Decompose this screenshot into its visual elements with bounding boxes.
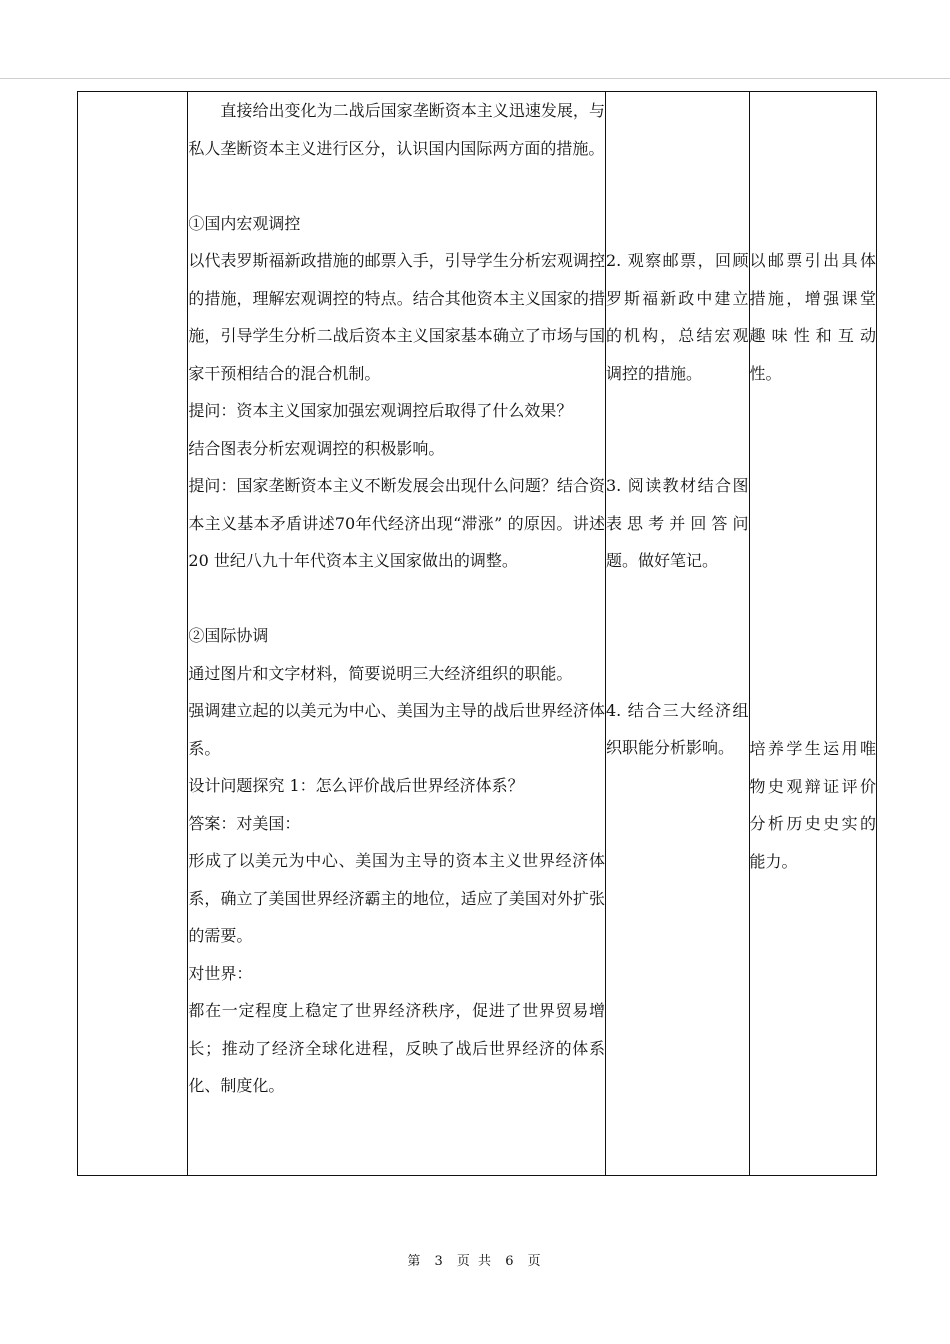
student-activity-cell bbox=[605, 92, 749, 1176]
design-intent-1: 以邮票引出具体措施，增强课堂趣味性和互动性。 bbox=[749, 251, 876, 383]
section1-paragraph2: 结合图表分析宏观调控的积极影响。 bbox=[188, 438, 445, 458]
section2-paragraph2: 强调建立起的以美元为中心、美国为主导的战后世界经济体系。 bbox=[188, 701, 605, 758]
stage-cell bbox=[78, 92, 188, 1176]
footer-page-number: 3 bbox=[434, 1254, 445, 1269]
design-intent-cell bbox=[749, 92, 877, 1176]
footer-middle: 页 共 bbox=[456, 1254, 494, 1269]
footer-prefix: 第 bbox=[407, 1254, 423, 1269]
design-intent-2: 培养学生运用唯物史观辩证评价分析历史史实的能力。 bbox=[749, 739, 876, 871]
lesson-plan-table bbox=[77, 91, 877, 1176]
teacher-activity-cell bbox=[188, 92, 606, 1176]
section2-paragraph1: 通过图片和文字材料，简要说明三大经济组织的职能。 bbox=[188, 663, 573, 683]
section1-question2: 提问：国家垄断资本主义不断发展会出现什么问题？结合资本主义基本矛盾讲述70年代经济出现“滞涨” 的原因。讲述 20 世纪八九十年代资本主义国家做出的调整。 bbox=[188, 476, 605, 570]
answer-label: 答案：对美国： bbox=[188, 813, 301, 833]
section2-question: 设计问题探究 1：怎么评价战后世界经济体系？ bbox=[188, 776, 524, 795]
header-rule bbox=[0, 78, 950, 79]
student-activity-4: 4. 结合三大经济组织职能分析影响。 bbox=[605, 700, 749, 757]
footer-suffix: 页 bbox=[527, 1254, 543, 1269]
answer-world: 都在一定程度上稳定了世界经济秩序，促进了世界贸易增长；推动了经济全球化进程，反映了战后世界经济的体系化、制度化。 bbox=[188, 1001, 605, 1095]
page-footer bbox=[0, 1250, 950, 1269]
footer-total-pages: 6 bbox=[505, 1254, 516, 1269]
table-row bbox=[78, 92, 877, 1176]
section1-title: ①国内宏观调控 bbox=[188, 213, 301, 233]
student-activity-2: 2. 观察邮票，回顾罗斯福新政中建立的机构，总结宏观调控的措施。 bbox=[605, 251, 749, 383]
section1-paragraph: 以代表罗斯福新政措施的邮票入手，引导学生分析宏观调控的措施，理解宏观调控的特点。结合其他资本主义国家的措施，引导学生分析二战后资本主义国家基本确立了市场与国家干预相结合的混合机制。 bbox=[188, 251, 605, 383]
answer-world-label: 对世界： bbox=[188, 963, 253, 983]
student-activity-3: 3. 阅读教材结合图表思考并回答问题。做好笔记。 bbox=[605, 476, 749, 570]
answer-us: 形成了以美元为中心、美国为主导的资本主义世界经济体系，确立了美国世界经济霸主的地位，适应了美国对外扩张的需要。 bbox=[188, 851, 605, 945]
section2-title: ②国际协调 bbox=[188, 626, 269, 645]
intro-paragraph: 直接给出变化为二战后国家垄断资本主义迅速发展，与私人垄断资本主义进行区分，认识国内国际两方面的措施。 bbox=[188, 101, 605, 158]
section1-question1: 提问：资本主义国家加强宏观调控后取得了什么效果？ bbox=[188, 401, 573, 420]
